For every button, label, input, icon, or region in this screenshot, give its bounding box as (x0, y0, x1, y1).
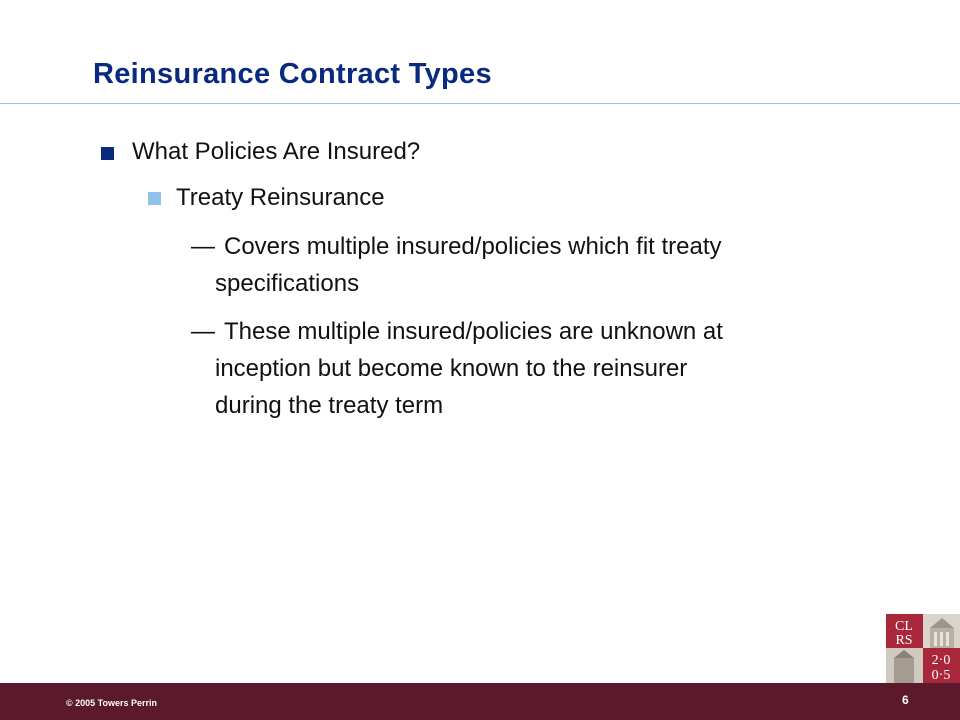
svg-text:RS: RS (895, 633, 913, 648)
level1-bullet-text: What Policies Are Insured? (132, 138, 421, 165)
sub-bullet-1-line2: specifications (215, 270, 360, 297)
slide-title: Reinsurance Contract Types (93, 58, 492, 90)
level1-bullet-icon (101, 147, 114, 160)
dash-icon: — (191, 233, 215, 260)
title-divider (0, 103, 960, 104)
page-number: 6 (902, 693, 909, 707)
svg-text:0·5: 0·5 (931, 668, 951, 683)
sub-bullet-2-line2: inception but become known to the reinsurer (215, 355, 688, 382)
svg-text:2·0: 2·0 (931, 653, 951, 668)
sub-bullet-2-line3: during the treaty term (215, 392, 444, 419)
sub-bullet-2-line1: These multiple insured/policies are unknown at (224, 318, 723, 345)
level2-bullet-icon (148, 192, 161, 205)
sub-bullet-2 (191, 313, 911, 424)
copyright-text: © 2005 Towers Perrin (66, 698, 158, 708)
svg-text:CL: CL (895, 619, 913, 634)
clrs-logo (886, 614, 960, 683)
dash-icon: — (191, 318, 215, 345)
sub-bullet-1-line1: Covers multiple insured/policies which fit treaty (224, 233, 722, 260)
sub-bullet-1 (191, 228, 911, 302)
level2-bullet-text: Treaty Reinsurance (176, 184, 385, 211)
